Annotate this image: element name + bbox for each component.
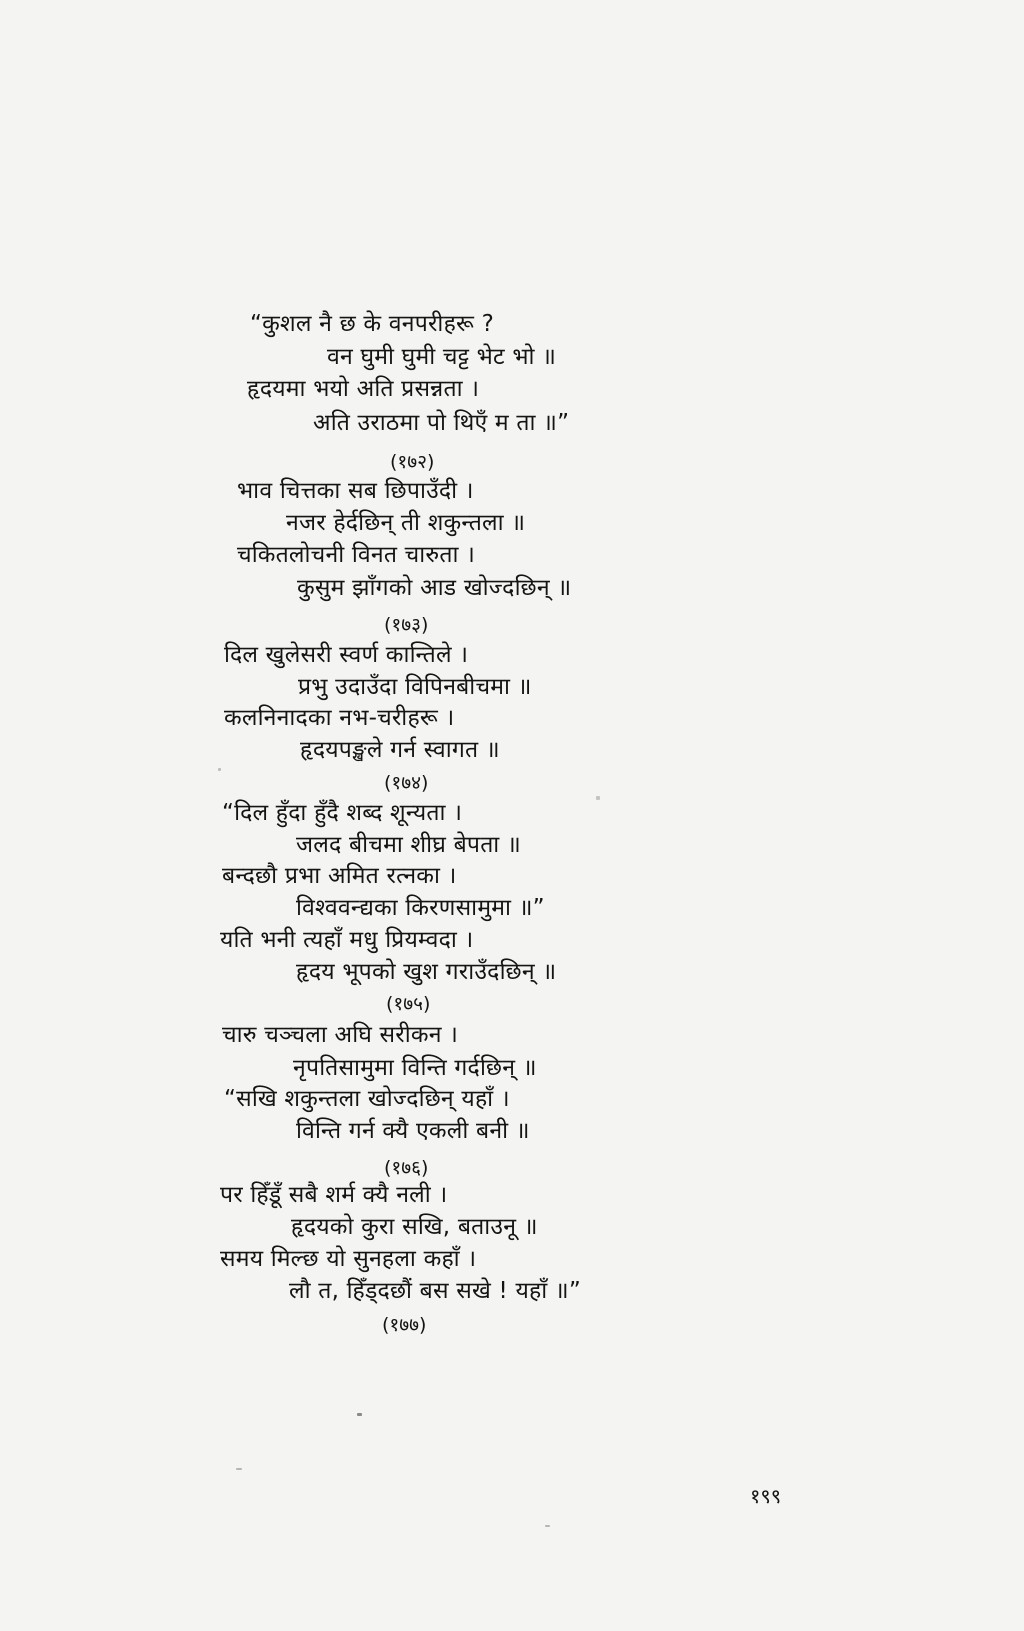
verse-line: हृदयको कुरा सखि, बताउनू ॥ [291, 1214, 538, 1240]
verse-number: (१७२) [390, 451, 435, 473]
verse-number: (१७५) [386, 993, 431, 1015]
scan-speck [357, 1413, 362, 1416]
verse-number: (१७६) [384, 1157, 429, 1179]
verse-number: (१७४) [384, 772, 429, 794]
verse-line: कुसुम झाँगको आड खोज्दछिन् ॥ [297, 575, 572, 601]
scan-speck [545, 1525, 550, 1527]
scan-speck [218, 768, 221, 771]
verse-line: समय मिल्छ यो सुनहला कहाँ । [220, 1246, 477, 1272]
scan-speck [596, 796, 600, 800]
verse-line: दिल खुलेसरी स्वर्ण कान्तिले । [224, 642, 469, 668]
verse-line: नजर हेर्दछिन् ती शकुन्तला ॥ [286, 510, 526, 536]
verse-line: पर हिँडूँ सबै शर्म क्यै नली । [220, 1182, 448, 1208]
page-number: १९९ [750, 1484, 782, 1508]
verse-line: भाव चित्तका सब छिपाउँदी । [237, 478, 474, 504]
verse-line: विन्ति गर्न क्यै एकली बनी ॥ [296, 1118, 530, 1144]
verse-number: (१७३) [384, 614, 429, 636]
scan-speck [236, 1468, 242, 1470]
verse-line: बन्दछौ प्रभा अमित रत्नका । [222, 863, 457, 889]
verse-line: कलनिनादका नभ-चरीहरू । [224, 705, 455, 731]
verse-line: हृदय भूपको खुश गराउँदछिन् ॥ [296, 959, 557, 985]
verse-line: वन घुमी घुमी चट्ट भेट भो ॥ [327, 344, 557, 370]
verse-line: “दिल हुँदा हुँदै शब्द शून्यता । [222, 800, 463, 826]
verse-number: (१७७) [382, 1314, 427, 1336]
verse-line: जलद बीचमा शीघ्र बेपता ॥ [296, 832, 521, 858]
verse-line: “कुशल नै छ के वनपरीहरू ? [250, 311, 494, 337]
verse-line: प्रभु उदाउँदा विपिनबीचमा ॥ [298, 674, 532, 700]
verse-line: “सखि शकुन्तला खोज्दछिन् यहाँ । [224, 1086, 510, 1112]
verse-line: यति भनी त्यहाँ मधु प्रियम्वदा । [220, 927, 474, 953]
verse-line: विश्ववन्द्यका किरणसामुमा ॥” [296, 895, 545, 921]
verse-line: नृपतिसामुमा विन्ति गर्दछिन् ॥ [293, 1055, 537, 1081]
verse-line: हृदयमा भयो अति प्रसन्नता । [247, 376, 480, 402]
verse-line: लौ त, हिँड्दछौं बस सखे ! यहाँ ॥” [289, 1278, 581, 1304]
verse-line: चकितलोचनी विनत चारुता । [237, 542, 476, 568]
verse-line: हृदयपङ्खले गर्न स्वागत ॥ [300, 737, 500, 763]
verse-line: अति उराठमा पो थिएँ म ता ॥” [313, 410, 570, 436]
verse-line: चारु चञ्चला अघि सरीकन । [222, 1022, 459, 1048]
